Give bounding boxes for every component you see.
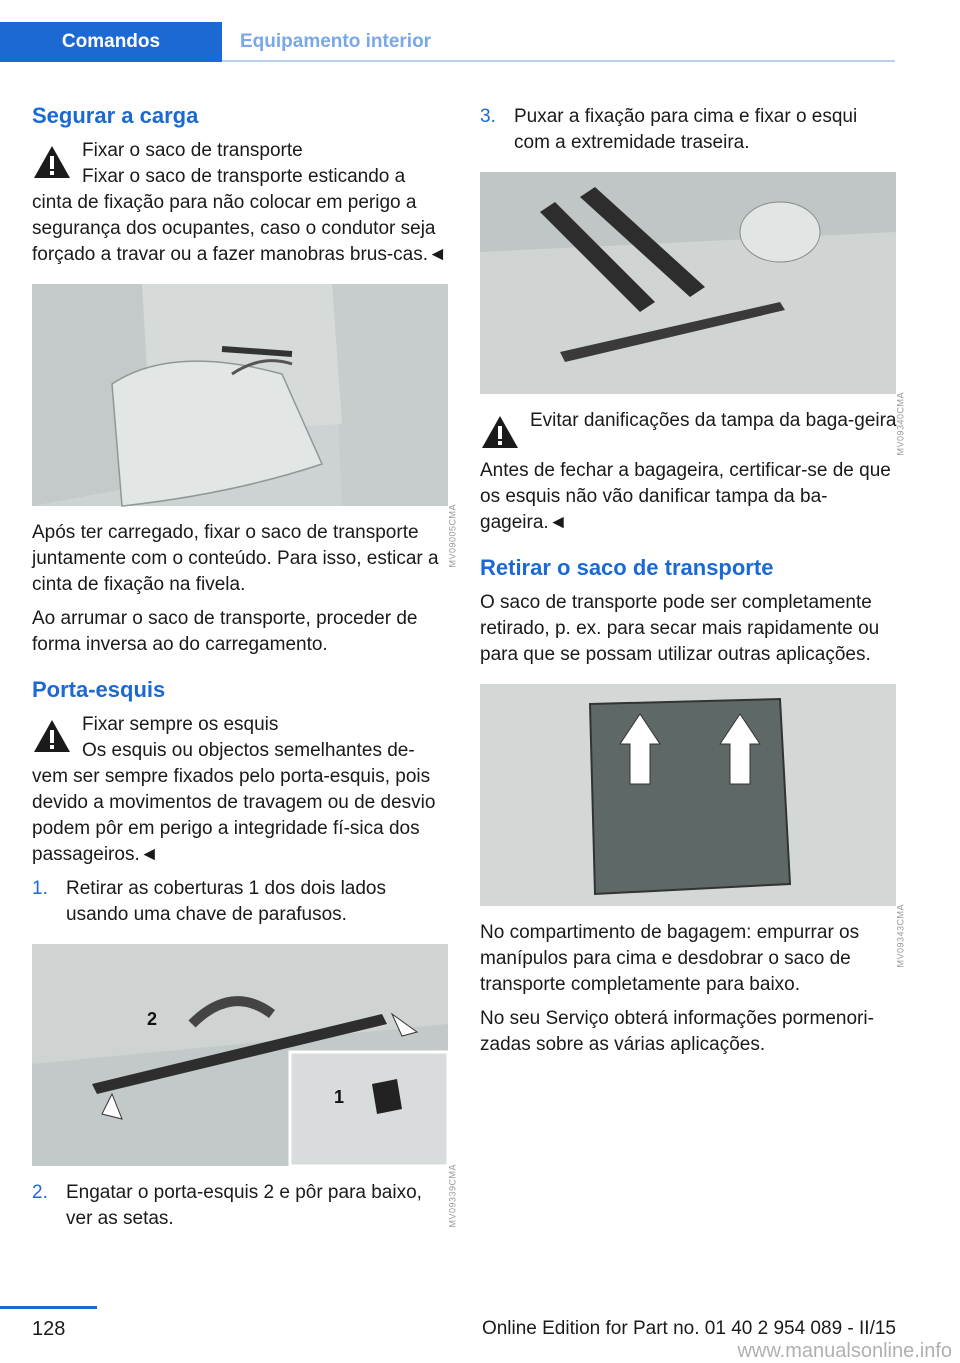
step-text: Engatar o porta-esquis 2 e pôr para baixo, ver as setas. [66, 1182, 422, 1229]
step-number: 1. [32, 878, 48, 899]
warning-block [32, 712, 450, 762]
right-column [480, 104, 906, 1066]
tab-equipamento-interior[interactable]: Equipamento interior [240, 31, 432, 52]
warning-title: Evitar danificações da tampa da baga‐geira [530, 410, 897, 431]
callout-label-2: 2 [147, 1009, 158, 1029]
steps-list [32, 876, 450, 928]
step-text: Retirar as coberturas 1 dos dois lados usando uma chave de parafusos. [66, 878, 386, 925]
warning-block [480, 408, 898, 458]
warning-body: Fixar o saco de transporte esticando a cinta de fixação para não colocar em perigo a segurança dos ocupantes, caso o condutor seja forçado a travar ou a fazer manobras brus‐cas.◄ [32, 166, 447, 265]
step-text: Puxar a fixação para cima e fixar o esqui com a extremidade traseira. [514, 106, 858, 153]
paragraph: No seu Serviço obterá informações pormenori‐zadas sobre as várias aplicações. [480, 1008, 874, 1055]
paragraph: No compartimento de bagagem: empurrar os manípulos para cima e desdobrar o saco de transporte completamente para baixo. [480, 922, 860, 995]
figure-code: MV09339CMA [448, 1164, 458, 1228]
illustration-skis-in-trunk [480, 172, 896, 394]
section-heading-segurar-carga: Segurar a carga [32, 103, 199, 128]
watermark: www.manualsonline.info [737, 1340, 952, 1362]
step-number: 3. [480, 106, 496, 127]
header-divider [222, 60, 895, 62]
paragraph: Ao arrumar o saco de transporte, proceder de forma inversa ao do carregamento. [32, 608, 418, 655]
illustration-seat-bag [32, 284, 448, 506]
callout-label-1: 1 [334, 1087, 345, 1107]
warning-icon [32, 144, 72, 180]
section-heading-retirar-saco: Retirar o saco de transporte [480, 555, 774, 580]
figure-code: MV09340CMA [896, 392, 906, 456]
list-item [32, 1180, 450, 1232]
warning-icon [32, 718, 72, 754]
illustration-ski-carrier [32, 944, 448, 1166]
paragraph: Após ter carregado, fixar o saco de transporte juntamente com o conteúdo. Para isso, esticar a cinta de fixação na fivela. [32, 522, 439, 595]
warning-title: Fixar o saco de transporte [82, 140, 303, 161]
page-number: 128 [32, 1318, 66, 1340]
step-number: 2. [32, 1182, 48, 1203]
illustration-bag-cover [480, 684, 896, 906]
figure-code: MV09343CMA [896, 904, 906, 968]
warning-title: Fixar sempre os esquis [82, 714, 279, 735]
header-tabs [0, 22, 895, 62]
section-heading-porta-esquis: Porta-esquis [32, 677, 166, 702]
tab-comandos[interactable]: Comandos [0, 22, 222, 62]
footer-accent-line [0, 1306, 97, 1309]
footer-edition: Online Edition for Part no. 01 40 2 954 089 - II/15 [481, 1318, 896, 1339]
list-item [480, 104, 898, 156]
figure-code: MV09005CMA [448, 504, 458, 568]
list-item [32, 876, 450, 928]
warning-icon [480, 414, 520, 450]
paragraph: O saco de transporte pode ser completamente retirado, p. ex. para secar mais rapidamente ou para que se possam utilizar outras aplicações. [480, 592, 880, 665]
warning-body: Antes de fechar a bagageira, certificar-se de que os esquis não vão danificar tampa da ba‐gageira.◄ [480, 460, 891, 533]
warning-block [32, 138, 450, 188]
steps-list [32, 1180, 450, 1232]
steps-list [480, 104, 898, 156]
left-column [32, 100, 458, 1240]
warning-body: Os esquis ou objectos semelhantes de‐vem ser sempre fixados pelo porta-esquis, pois devido a movimentos de travagem ou de desvio podem pôr em perigo a integridade fí‐sica dos passageiros.◄ [32, 740, 436, 865]
